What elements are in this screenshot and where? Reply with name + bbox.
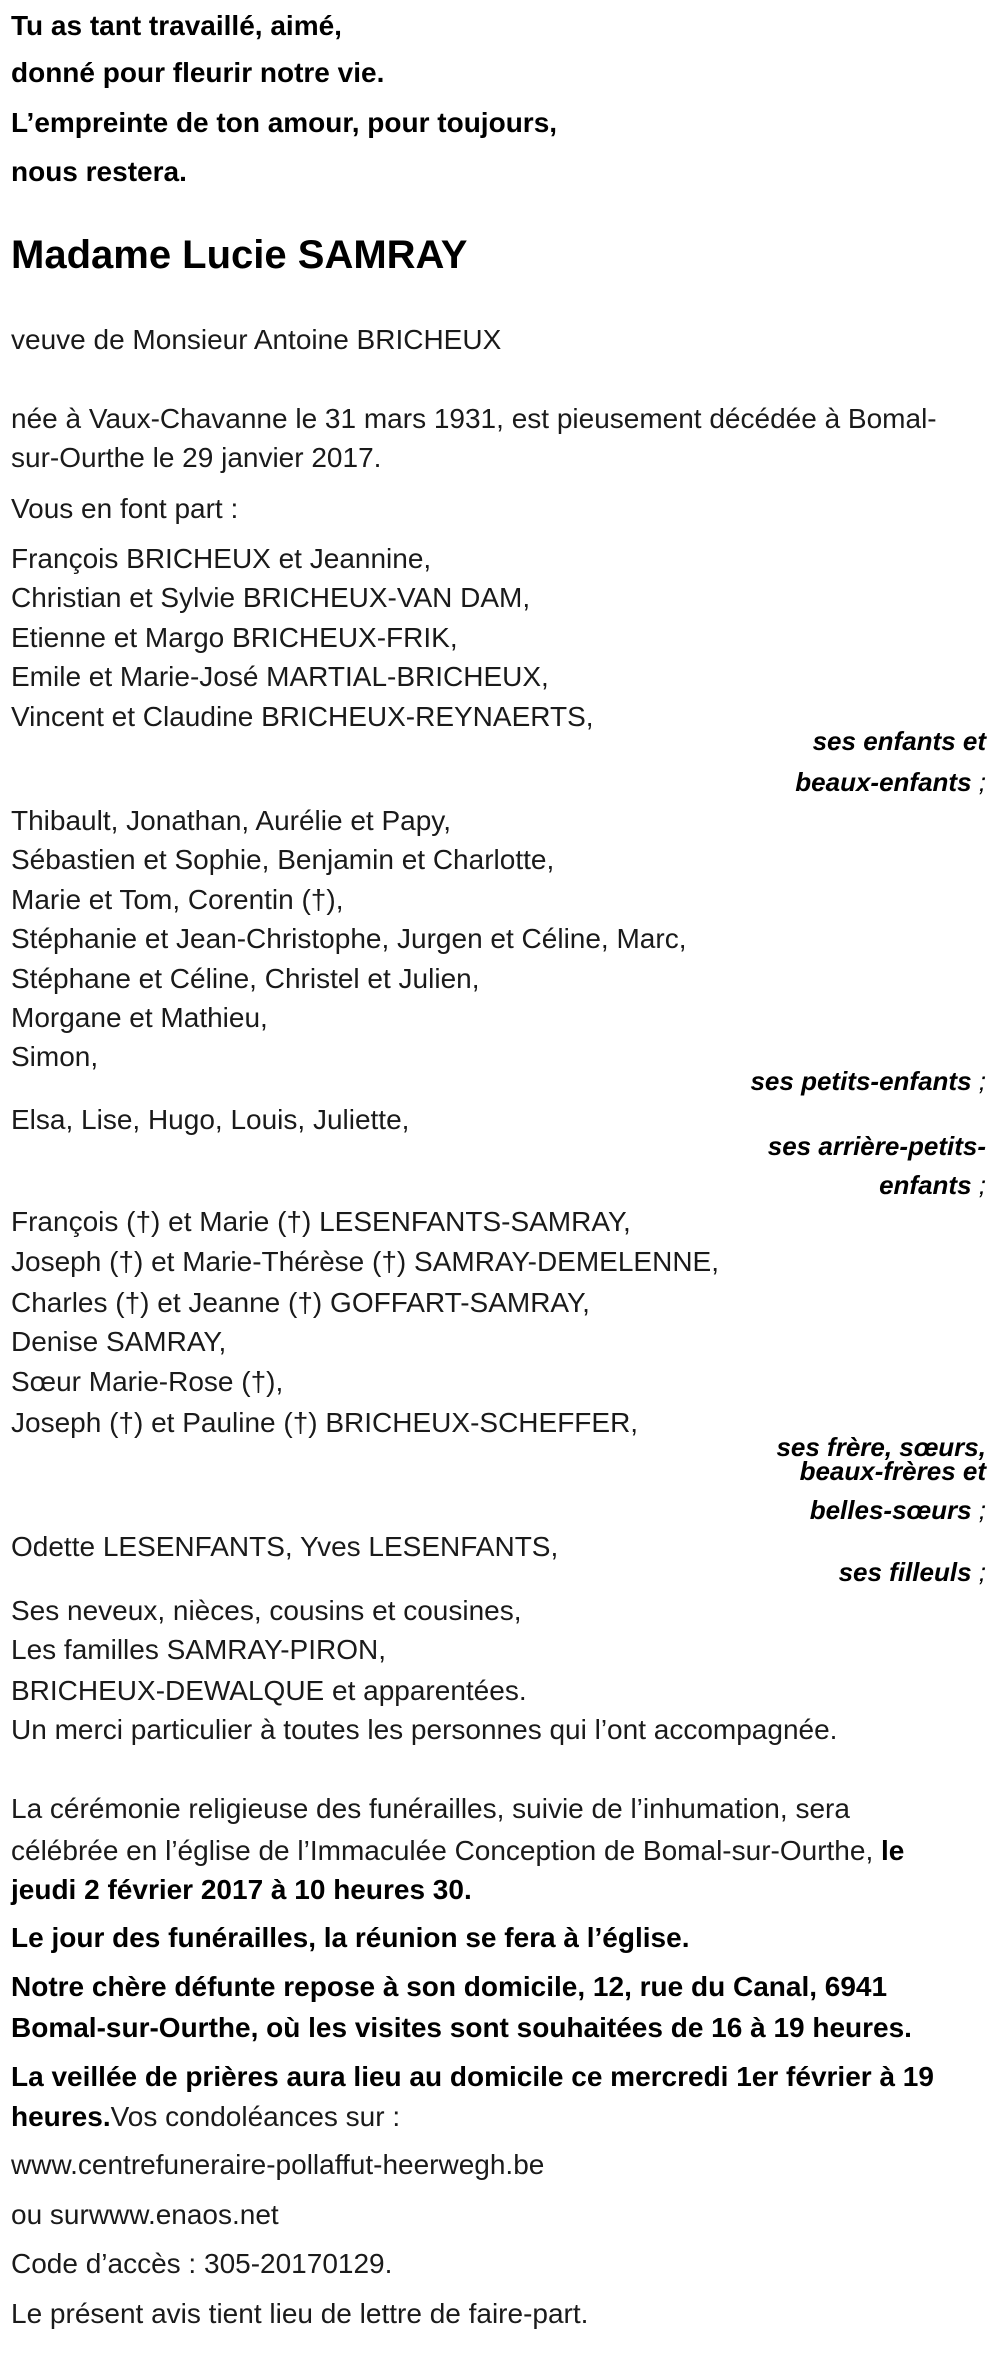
relation-label-separator: ; bbox=[971, 1170, 986, 1200]
vigil-emphasis: heures. bbox=[11, 2101, 111, 2132]
relation-label-text: ses frère, sœurs, bbox=[776, 1432, 986, 1462]
access-code-line: Code d’accès : 305-20170129. bbox=[11, 2248, 393, 2279]
great-grandchildren-name-line: Elsa, Lise, Hugo, Louis, Juliette, bbox=[11, 1104, 410, 1135]
children-name-line: François BRICHEUX et Jeannine, bbox=[11, 543, 432, 574]
relation-label-text: beaux-frères et bbox=[799, 1456, 986, 1486]
grandchildren-name-line: Thibault, Jonathan, Aurélie et Papy, bbox=[11, 805, 451, 836]
children-name-line: Etienne et Margo BRICHEUX-FRIK, bbox=[11, 622, 458, 653]
vigil-line bbox=[11, 2101, 400, 2133]
poem-line: donné pour fleurir notre vie. bbox=[11, 57, 385, 88]
grandchildren-name-line: Simon, bbox=[11, 1041, 99, 1072]
ceremony-date-line: jeudi 2 février 2017 à 10 heures 30. bbox=[11, 1874, 472, 1905]
relation-label-text: belles-sœurs bbox=[809, 1495, 972, 1525]
grandchildren-name-line: Sébastien et Sophie, Benjamin et Charlotte, bbox=[11, 844, 555, 875]
children-relation-label bbox=[813, 726, 986, 756]
siblings-name-line: Joseph (†) et Pauline (†) BRICHEUX-SCHEFFER, bbox=[11, 1407, 639, 1438]
great-grandchildren-relation-label bbox=[768, 1131, 986, 1161]
grandchildren-name-line: Stéphane et Céline, Christel et Julien, bbox=[11, 963, 480, 994]
condolences-intro: Vos condoléances sur : bbox=[110, 2101, 401, 2132]
relation-label-separator: ; bbox=[971, 767, 986, 797]
children-name-line: Vincent et Claudine BRICHEUX-REYNAERTS, bbox=[11, 701, 594, 732]
relation-label-text: ses filleuls bbox=[838, 1557, 972, 1587]
siblings-relation-label bbox=[810, 1495, 986, 1525]
grandchildren-name-line: Morgane et Mathieu, bbox=[11, 1002, 268, 1033]
grandchildren-relation-label bbox=[750, 1066, 986, 1096]
ceremony-text: célébrée en l’église de l’Immaculée Conception de Bomal-sur-Ourthe, bbox=[11, 1835, 881, 1866]
relation-label-separator: ; bbox=[971, 1066, 986, 1096]
relation-label-text: ses petits-enfants bbox=[750, 1066, 972, 1096]
ceremony-line bbox=[11, 1835, 904, 1867]
relation-label-text: enfants bbox=[879, 1170, 972, 1200]
siblings-name-line: Charles (†) et Jeanne (†) GOFFART-SAMRAY, bbox=[11, 1287, 590, 1318]
ceremony-emphasis: le bbox=[881, 1835, 905, 1866]
condolences-website-alt: ou surwww.enaos.net bbox=[11, 2199, 279, 2230]
relation-label-separator: ; bbox=[971, 1495, 986, 1525]
siblings-name-line: Joseph (†) et Marie-Thérèse (†) SAMRAY-DEMELENNE, bbox=[11, 1246, 719, 1277]
siblings-name-line: François (†) et Marie (†) LESENFANTS-SAMRAY, bbox=[11, 1206, 631, 1237]
condolences-website: www.centrefuneraire-pollaffut-heerwegh.be bbox=[11, 2149, 545, 2180]
relation-label-separator: ; bbox=[971, 1557, 986, 1587]
deceased-name: Madame Lucie SAMRAY bbox=[11, 233, 468, 277]
siblings-name-line: Sœur Marie-Rose (†), bbox=[11, 1366, 284, 1397]
godchildren-name-line: Odette LESENFANTS, Yves LESENFANTS, bbox=[11, 1531, 559, 1562]
widow-of-line: veuve de Monsieur Antoine BRICHEUX bbox=[11, 324, 502, 355]
extended-family-line: Ses neveux, nièces, cousins et cousines, bbox=[11, 1595, 522, 1626]
siblings-relation-label bbox=[800, 1456, 986, 1486]
poem-line: nous restera. bbox=[11, 156, 187, 187]
children-name-line: Emile et Marie-José MARTIAL-BRICHEUX, bbox=[11, 661, 549, 692]
vigil-line: La veillée de prières aura lieu au domicile ce mercredi 1er février à 19 bbox=[11, 2061, 934, 2092]
repose-line: Notre chère défunte repose à son domicile, 12, rue du Canal, 6941 bbox=[11, 1971, 888, 2002]
repose-line: Bomal-sur-Ourthe, où les visites sont souhaitées de 16 à 19 heures. bbox=[11, 2012, 912, 2043]
godchildren-relation-label bbox=[839, 1557, 986, 1587]
children-name-line: Christian et Sylvie BRICHEUX-VAN DAM, bbox=[11, 582, 531, 613]
poem-line: L’empreinte de ton amour, pour toujours, bbox=[11, 107, 558, 138]
relation-label-text: beaux-enfants bbox=[795, 767, 972, 797]
extended-family-line: BRICHEUX-DEWALQUE et apparentées. bbox=[11, 1675, 527, 1706]
grandchildren-name-line: Marie et Tom, Corentin (†), bbox=[11, 884, 344, 915]
thanks-line: Un merci particulier à toutes les personnes qui l’ont accompagnée. bbox=[11, 1714, 838, 1745]
poem-line: Tu as tant travaillé, aimé, bbox=[11, 10, 342, 41]
children-relation-label bbox=[795, 767, 986, 797]
ceremony-line: La cérémonie religieuse des funérailles, suivie de l’inhumation, sera bbox=[11, 1793, 850, 1824]
relation-label-text: ses enfants et bbox=[812, 726, 986, 756]
grandchildren-name-line: Stéphanie et Jean-Christophe, Jurgen et Céline, Marc, bbox=[11, 923, 687, 954]
announce-line: Vous en font part : bbox=[11, 493, 239, 524]
closing-line: Le présent avis tient lieu de lettre de faire-part. bbox=[11, 2298, 589, 2329]
relation-label-text: ses arrière-petits- bbox=[767, 1131, 986, 1161]
gathering-line: Le jour des funérailles, la réunion se fera à l’église. bbox=[11, 1922, 690, 1953]
siblings-name-line: Denise SAMRAY, bbox=[11, 1326, 227, 1357]
extended-family-line: Les familles SAMRAY-PIRON, bbox=[11, 1634, 386, 1665]
birth-death-line: née à Vaux-Chavanne le 31 mars 1931, est pieusement décédée à Bomal- bbox=[11, 403, 937, 434]
great-grandchildren-relation-label bbox=[879, 1170, 986, 1200]
birth-death-line: sur-Ourthe le 29 janvier 2017. bbox=[11, 442, 382, 473]
